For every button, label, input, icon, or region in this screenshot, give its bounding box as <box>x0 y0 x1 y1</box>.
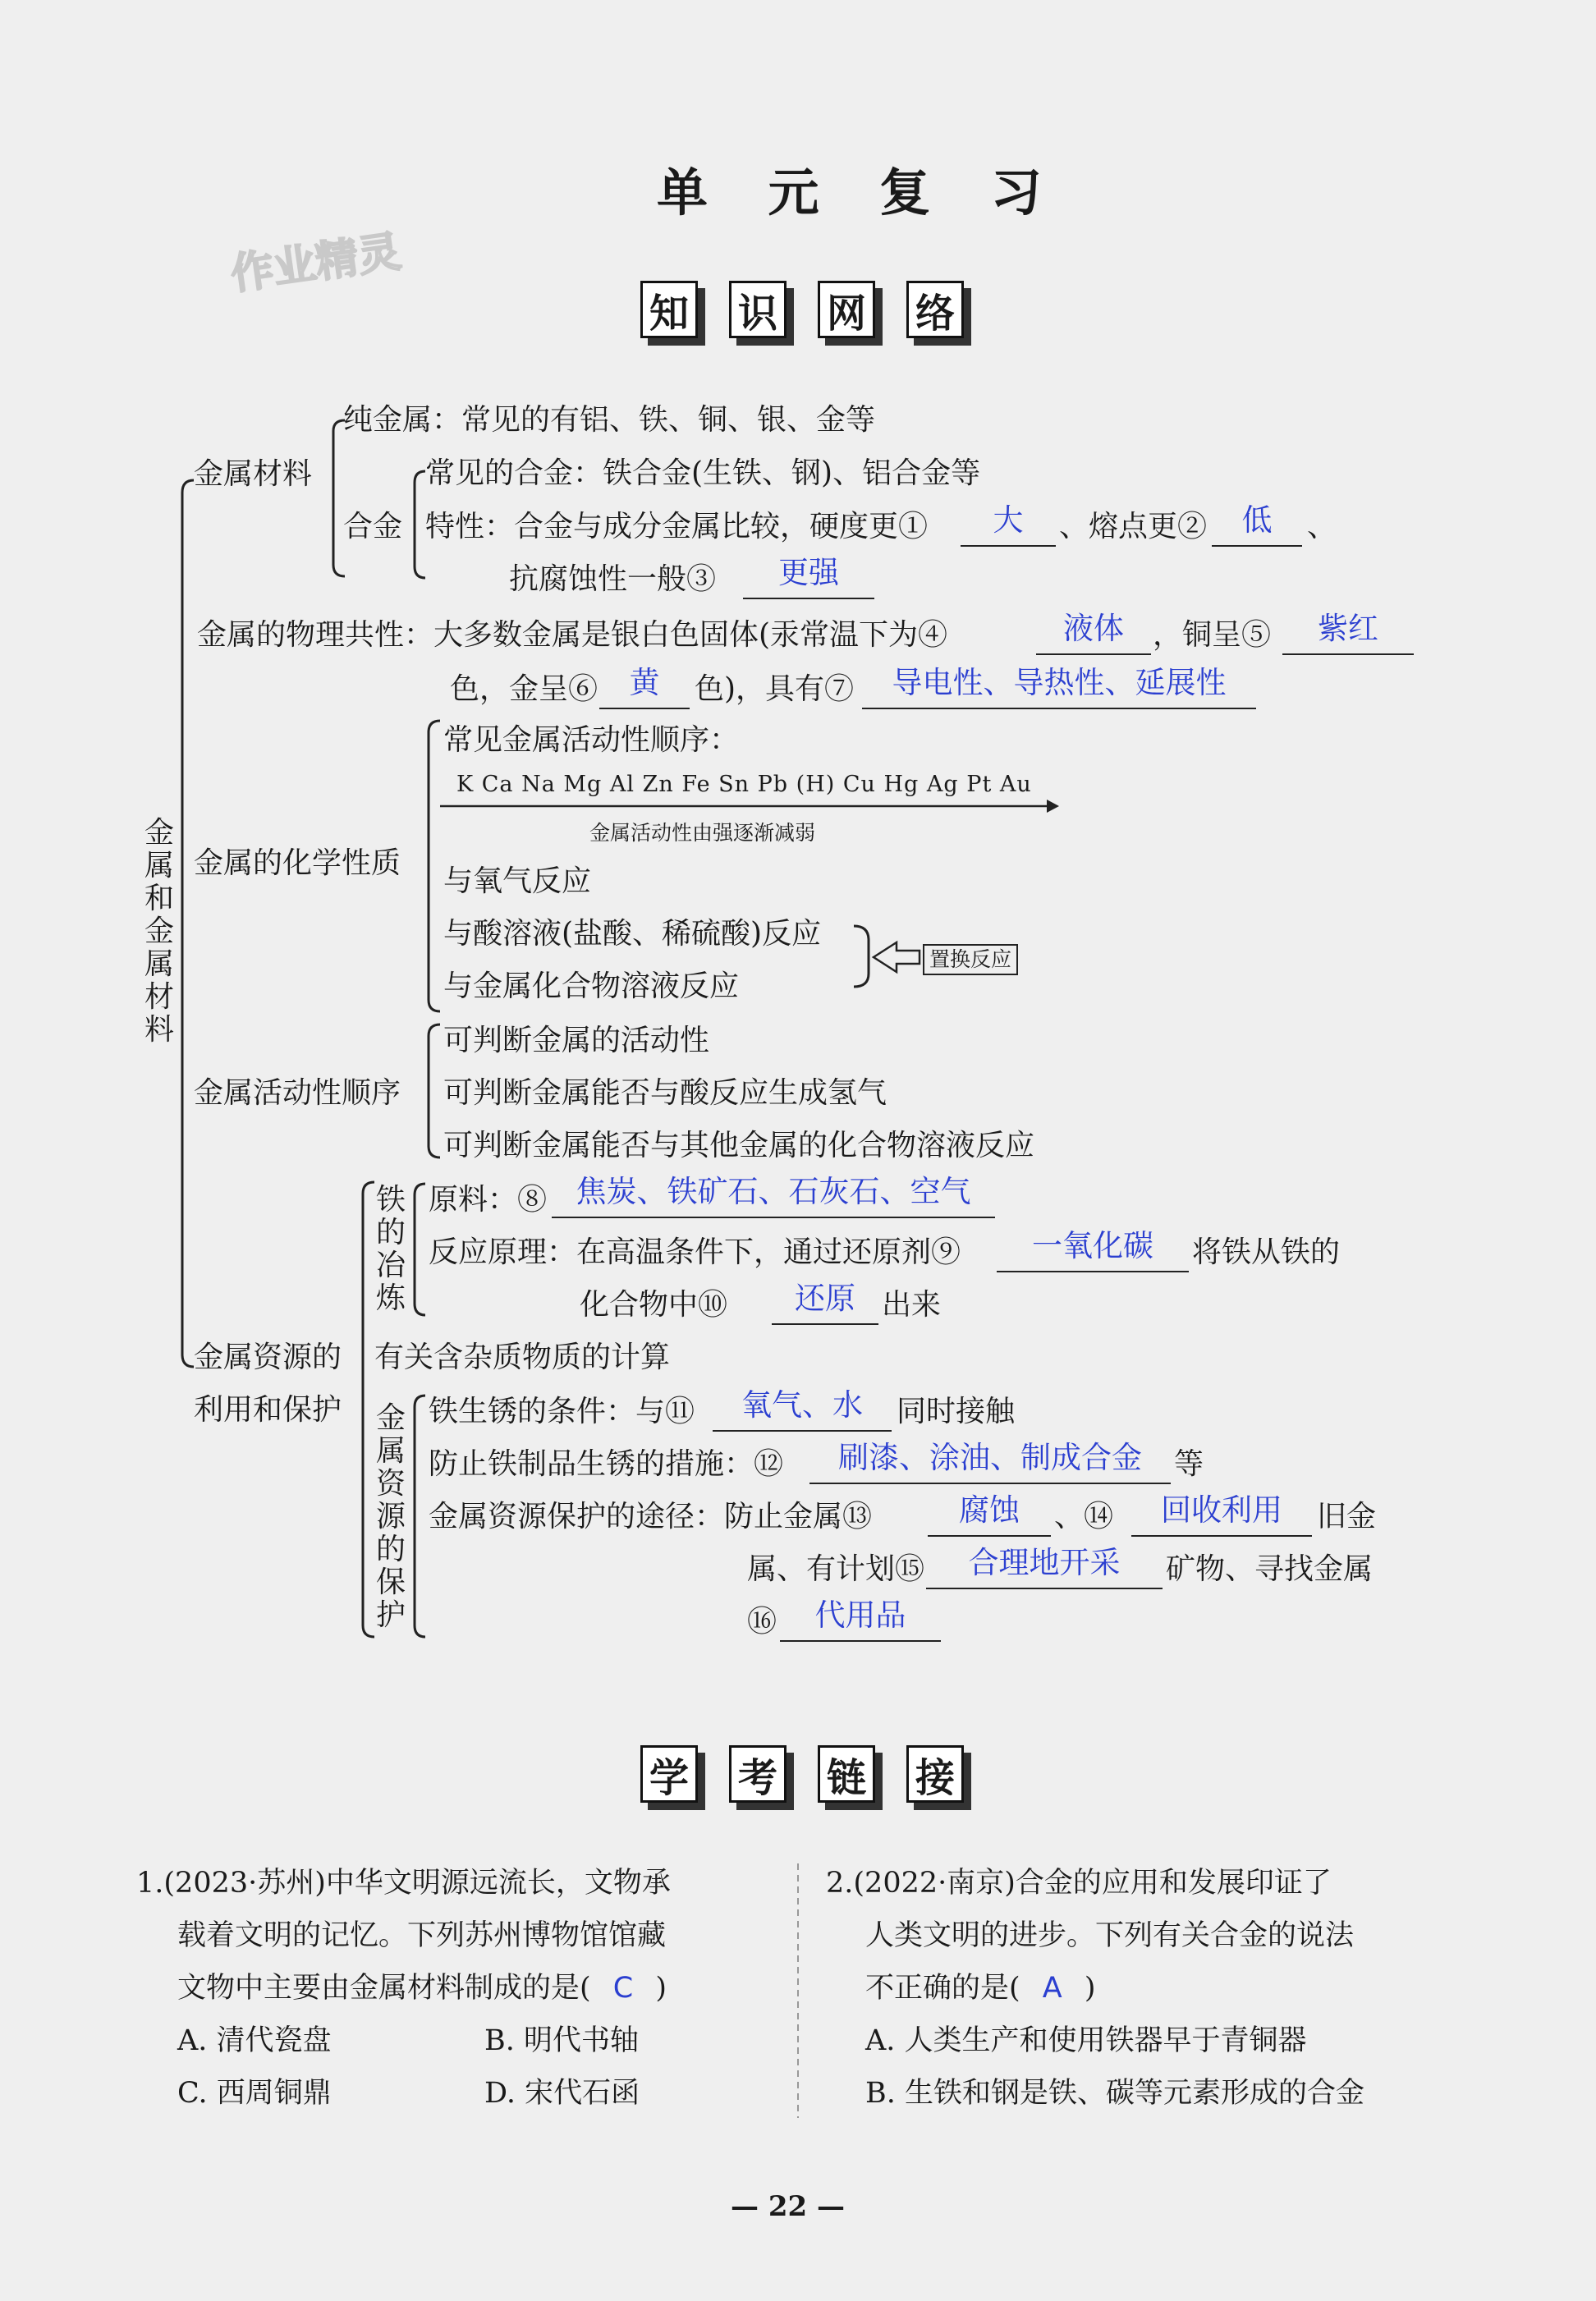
pure-metal-text: 纯金属：常见的有铝、铁、铜、银、金等 <box>343 403 876 437</box>
activity-item: 可判断金属的活动性 <box>443 1024 710 1057</box>
q2-stem-end: ) <box>1084 1972 1096 2005</box>
smelt-principle: 出来 <box>882 1288 942 1322</box>
section-header-exam <box>640 1745 964 1803</box>
section-char: 接 <box>906 1745 964 1803</box>
answer-1: 大 <box>961 502 1056 547</box>
protect-way-text: 金属资源保护的途径：防止金属⑬ <box>429 1500 873 1533</box>
section-char: 考 <box>729 1745 787 1803</box>
protection-label: 金属资源的保护 <box>375 1401 406 1632</box>
answer-10: 还原 <box>772 1281 878 1325</box>
rust-text: 铁生锈的条件：与⑪ <box>429 1395 695 1428</box>
q1-line <box>177 1962 667 2015</box>
activity-series-title: 常见金属活动性顺序： <box>443 723 740 757</box>
q1-option-b: B. 明代书轴 <box>484 2024 639 2057</box>
smelt-raw: 原料：⑧ <box>429 1183 548 1217</box>
section-char: 识 <box>729 281 787 338</box>
resources-label: 利用和保护 <box>194 1393 342 1427</box>
section-char: 网 <box>818 281 875 338</box>
q1-answer: C <box>612 1972 634 2005</box>
answer-11: 氧气、水 <box>713 1387 892 1432</box>
activity-item: 可判断金属能否与酸反应生成氢气 <box>443 1076 887 1110</box>
protect-way-text: 矿物、寻找金属 <box>1166 1552 1374 1586</box>
answer-14: 回收利用 <box>1131 1492 1312 1537</box>
smelt-principle: 化合物中⑩ <box>580 1288 728 1322</box>
section-char: 学 <box>640 1745 698 1803</box>
q1-option-c: C. 西周铜鼎 <box>177 2077 332 2110</box>
answer-8: 焦炭、铁矿石、石灰石、空气 <box>552 1174 995 1218</box>
alloy-common-text: 常见的合金：铁合金(生铁、钢)、铝合金等 <box>425 456 981 490</box>
activity-label: 金属活动性顺序 <box>194 1076 401 1110</box>
prevent-text: 等 <box>1174 1447 1204 1481</box>
reaction-oxygen: 与氧气反应 <box>443 864 592 898</box>
answer-7: 导电性、导热性、延展性 <box>862 665 1256 709</box>
answer-2: 低 <box>1212 502 1302 547</box>
answer-9: 一氧化碳 <box>997 1228 1189 1272</box>
protect-way-text: 、⑭ <box>1054 1500 1114 1533</box>
reaction-acid: 与酸溶液(盐酸、稀硫酸)反应 <box>443 917 822 951</box>
materials-label: 金属材料 <box>194 457 313 491</box>
page-number: — 22 — <box>731 2190 845 2223</box>
answer-4: 液体 <box>1036 611 1151 655</box>
q1-option-d: D. 宋代石函 <box>484 2077 640 2110</box>
alloy-prop-text: 、 <box>1307 510 1337 543</box>
root-label: 金属和金属材料 <box>144 816 174 1047</box>
activity-series-note: 金属活动性由强逐渐减弱 <box>589 821 816 845</box>
prevent-text: 防止铁制品生锈的措施：⑫ <box>429 1447 784 1481</box>
reaction-compound: 与金属化合物溶液反应 <box>443 969 740 1003</box>
rust-text: 同时接触 <box>897 1395 1016 1428</box>
smelting-label: 铁的冶炼 <box>375 1183 406 1315</box>
chemical-label: 金属的化学性质 <box>194 846 401 880</box>
activity-series: K Ca Na Mg Al Zn Fe Sn Pb (H) Cu Hg Ag Pt Au <box>456 772 1032 797</box>
alloy-label: 合金 <box>343 510 403 543</box>
answer-12: 刷漆、涂油、制成合金 <box>809 1440 1171 1484</box>
physical-text: 色，金呈⑥ <box>450 672 598 706</box>
physical-text: 金属的物理共性：大多数金属是银白色固体(汞常温下为④ <box>197 618 948 652</box>
activity-item: 可判断金属能否与其他金属的化合物溶液反应 <box>443 1129 1035 1162</box>
section-char: 知 <box>640 281 698 338</box>
page-title: 单 元 复 习 <box>657 163 1063 222</box>
answer-6: 黄 <box>599 665 690 709</box>
physical-text: 色)，具有⑦ <box>695 672 855 706</box>
q1-line: 载着文明的记忆。下列苏州博物馆馆藏 <box>177 1919 667 1952</box>
q2-option-a: A. 人类生产和使用铁器早于青铜器 <box>865 2024 1307 2057</box>
impurity-calc: 有关含杂质物质的计算 <box>374 1341 671 1374</box>
q2-stem: 不正确的是( <box>865 1972 1020 2005</box>
answer-5: 紫红 <box>1282 611 1414 655</box>
answer-15: 合理地开采 <box>926 1545 1163 1589</box>
resources-label: 金属资源的 <box>194 1341 342 1374</box>
physical-text: ，铜呈⑤ <box>1153 618 1272 652</box>
alloy-prop-text: 特性：合金与成分金属比较，硬度更① <box>425 510 929 543</box>
alloy-prop-text: 抗腐蚀性一般③ <box>509 562 717 596</box>
q1-stem: 文物中主要由金属材料制成的是( <box>177 1972 591 2005</box>
q2-line: 人类文明的进步。下列有关合金的说法 <box>865 1919 1355 1952</box>
watermark: 作业精灵 <box>227 227 404 300</box>
protect-way-text: ⑯ <box>747 1605 777 1639</box>
answer-13: 腐蚀 <box>928 1492 1051 1537</box>
protect-way-text: 属、有计划⑮ <box>747 1552 925 1586</box>
q1-line: 1.(2023·苏州)中华文明源远流长，文物承 <box>136 1867 671 1900</box>
displacement-tag: 置换反应 <box>923 944 1018 975</box>
section-char: 链 <box>818 1745 875 1803</box>
protect-way-text: 旧金 <box>1317 1500 1377 1533</box>
q1-option-a: A. 清代瓷盘 <box>177 2024 332 2057</box>
q2-line: 2.(2022·南京)合金的应用和发展印证了 <box>826 1867 1332 1900</box>
alloy-prop-text: 、熔点更② <box>1059 510 1208 543</box>
q2-option-b: B. 生铁和钢是铁、碳等元素形成的合金 <box>865 2077 1364 2110</box>
section-header-knowledge <box>640 281 964 338</box>
section-char: 络 <box>906 281 964 338</box>
q1-stem-end: ) <box>655 1972 667 2005</box>
answer-16: 代用品 <box>780 1597 941 1642</box>
q2-answer: A <box>1042 1972 1062 2005</box>
smelt-principle: 将铁从铁的 <box>1192 1235 1341 1269</box>
q2-line <box>865 1962 1096 2015</box>
answer-3: 更强 <box>743 555 874 599</box>
smelt-principle: 反应原理：在高温条件下，通过还原剂⑨ <box>429 1235 961 1269</box>
